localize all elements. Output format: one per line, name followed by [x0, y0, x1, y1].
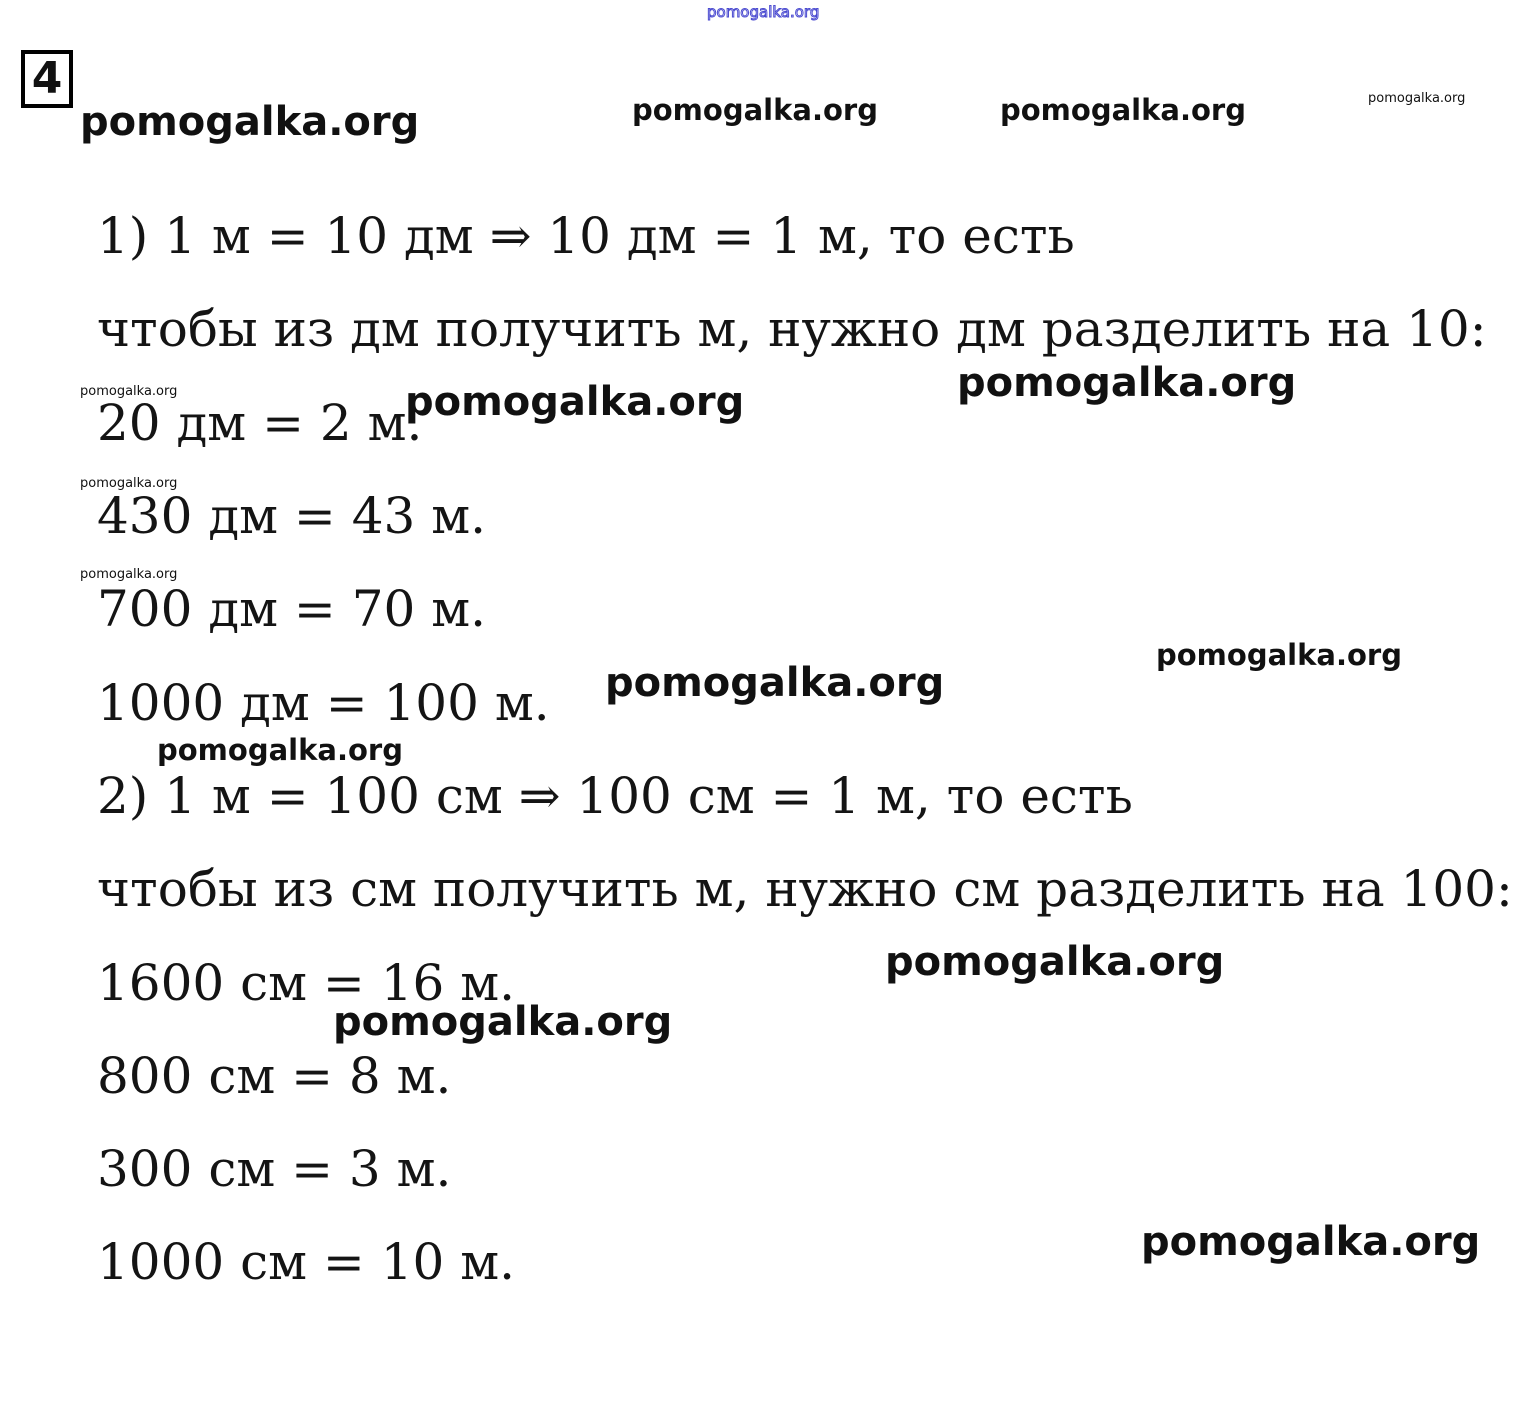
solution-line-1: 1) 1 м = 10 дм ⇒ 10 дм = 1 м, то есть — [97, 207, 1075, 265]
watermark: pomogalka.org — [1141, 1219, 1481, 1265]
watermark: pomogalka.org — [1000, 93, 1246, 127]
solution-line-8: чтобы из см получить м, нужно см разделить на 100: — [97, 860, 1513, 918]
watermark: pomogalka.org — [605, 660, 945, 706]
watermark: pomogalka.org — [80, 476, 178, 491]
solution-line-3: 20 дм = 2 м. — [97, 394, 423, 452]
watermark: pomogalka.org — [885, 939, 1225, 985]
solution-line-5: 700 дм = 70 м. — [97, 580, 486, 638]
solution-line-9: 1600 см = 16 м. — [97, 954, 516, 1012]
watermark: pomogalka.org — [80, 99, 420, 145]
watermark-top: pomogalka.org — [707, 3, 820, 21]
watermark: pomogalka.org — [80, 384, 178, 399]
solution-line-6: 1000 дм = 100 м. — [97, 674, 550, 732]
task-number-box: 4 — [21, 50, 73, 108]
watermark: pomogalka.org — [80, 567, 178, 582]
solution-line-11: 300 см = 3 м. — [97, 1140, 452, 1198]
solution-line-7: 2) 1 м = 100 см ⇒ 100 см = 1 м, то есть — [97, 767, 1133, 825]
watermark: pomogalka.org — [405, 379, 745, 425]
watermark: pomogalka.org — [1156, 638, 1402, 672]
solution-line-4: 430 дм = 43 м. — [97, 487, 486, 545]
watermark: pomogalka.org — [333, 999, 673, 1045]
solution-line-12: 1000 см = 10 м. — [97, 1233, 516, 1291]
watermark: pomogalka.org — [957, 360, 1297, 406]
solution-line-2: чтобы из дм получить м, нужно дм разделить на 10: — [97, 300, 1487, 358]
watermark: pomogalka.org — [1368, 91, 1466, 106]
watermark: pomogalka.org — [157, 733, 403, 767]
watermark: pomogalka.org — [632, 93, 878, 127]
solution-line-10: 800 см = 8 м. — [97, 1047, 452, 1105]
